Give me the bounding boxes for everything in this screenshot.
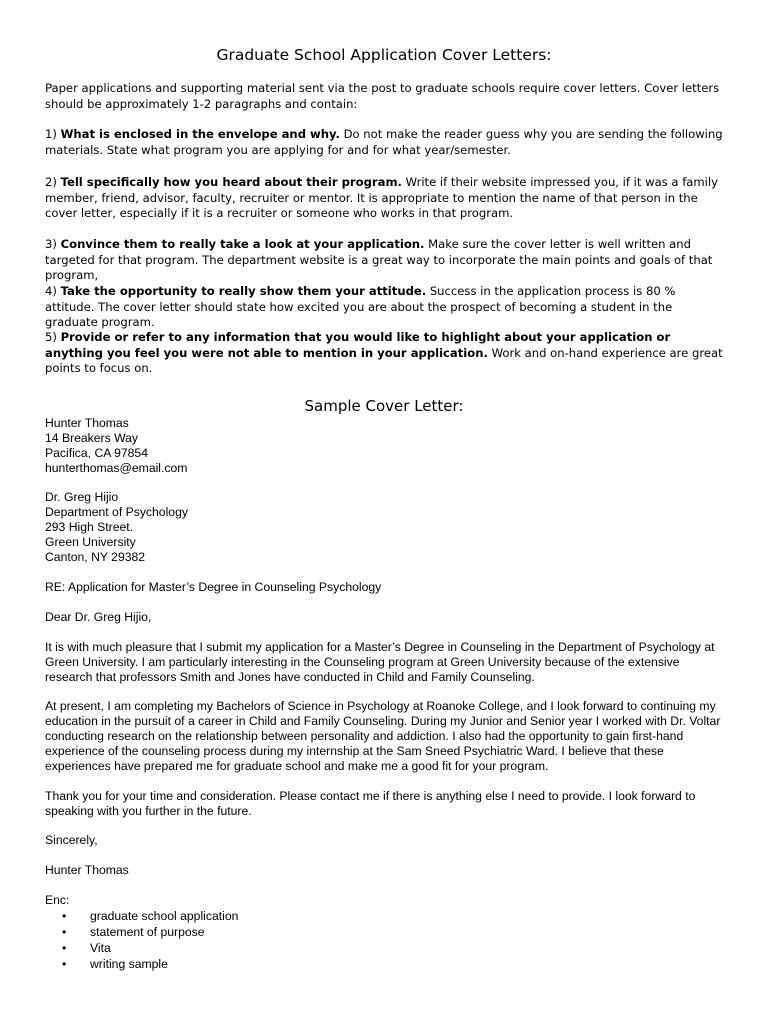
item-text: Success in the application process is 80 % attitude. The cover letter should state how excited you are about the prospect of becoming a student in the graduate program.: [45, 284, 676, 330]
bullet-icon: •: [62, 941, 67, 955]
guideline-item-1: [45, 127, 725, 158]
item-number: 2): [45, 175, 57, 189]
item-text: Write if their website impressed you, if it was a family member, friend, advisor, faculty, recruiter or mentor. It is appropriate to mention the name of that person in the cover letter, especially if it is a recruiter or someone who works in that program.: [45, 175, 718, 221]
item-heading: What is enclosed in the envelope and why.: [60, 127, 340, 141]
recipient-street: 293 High Street.: [45, 520, 134, 534]
letter-paragraph-2: At present, I am completing my Bachelors of Science in Psychology at Roanoke College, and I look forward to continuing my education in the pursuit of a career in Child and Family Counseling. During my Junior and Senior year I worked with Dr. Voltar conducting research on the relationship between personality and addiction. I also had the opportunity to gain first-hand experience of the counseling process during my internship at the Sam Sneed Psychiatric Ward. I believe that these experiences have prepared me for graduate school and make me a good fit for your program.: [45, 699, 721, 773]
sender-street: 14 Breakers Way: [45, 431, 139, 445]
item-heading: Take the opportunity to really show them your attitude.: [60, 284, 427, 298]
bullet-icon: •: [62, 957, 67, 971]
bullet-icon: •: [62, 909, 67, 923]
sender-name: Hunter Thomas: [45, 416, 129, 430]
salutation: Dear Dr. Greg Hijio,: [45, 610, 152, 624]
intro-paragraph: Paper applications and supporting material sent via the post to graduate schools require cover letters. Cover letters should be approximately 1-2 paragraphs and contain:: [45, 81, 720, 111]
page-title: Graduate School Application Cover Letters:: [216, 46, 552, 64]
item-text: Work and on-hand experience are great points to focus on.: [45, 345, 723, 376]
enclosure-text: graduate school application: [90, 909, 239, 923]
recipient-city: Canton, NY 29382: [45, 550, 146, 564]
list-item: [62, 908, 462, 924]
item-number: 5): [45, 330, 57, 344]
item-number: 1): [45, 127, 57, 141]
item-number: 4): [45, 284, 57, 298]
sender-city: Pacifica, CA 97854: [45, 446, 148, 460]
closing: Sincerely,: [45, 833, 98, 847]
sample-letter-title: Sample Cover Letter:: [304, 397, 464, 415]
enclosures-list: [62, 908, 462, 972]
enclosures-label: Enc:: [45, 893, 70, 907]
sender-address: [45, 416, 725, 476]
enclosure-text: writing sample: [90, 957, 168, 971]
guideline-item-2: [45, 175, 725, 222]
item-heading: Tell specifically how you heard about their program.: [60, 175, 402, 189]
recipient-name: Dr. Greg Hijio: [45, 490, 119, 504]
subject-line: RE: Application for Master’s Degree in Counseling Psychology: [45, 580, 382, 594]
bullet-icon: •: [62, 925, 67, 939]
list-item: [62, 924, 462, 940]
sender-email: hunterthomas@email.com: [45, 461, 188, 475]
item-heading: Provide or refer to any information that you would like to highlight about your application or anything you feel you were not able to mention in your application.: [45, 330, 671, 360]
list-item: [62, 940, 462, 956]
recipient-institution: Green University: [45, 535, 136, 549]
signature-name: Hunter Thomas: [45, 863, 129, 877]
recipient-department: Department of Psychology: [45, 505, 188, 519]
enclosure-text: Vita: [90, 941, 111, 955]
guideline-item-5: [45, 330, 725, 377]
list-item: [62, 956, 462, 972]
guideline-item-3: [45, 237, 725, 284]
guideline-item-4: [45, 284, 725, 331]
enclosure-text: statement of purpose: [90, 925, 205, 939]
letter-paragraph-1: It is with much pleasure that I submit my application for a Master’s Degree in Counseling in the Department of Psychology at Green University. I am particularly interesting in the Counseling program at Green University because of the extensive research that professors Smith and Jones have conducted in Child and Family Counseling.: [45, 640, 715, 684]
letter-paragraph-3: Thank you for your time and consideration. Please contact me if there is anything else I need to provide. I look forward to speaking with you further in the future.: [45, 789, 696, 818]
item-heading: Convince them to really take a look at your application.: [60, 237, 425, 251]
item-text: Do not make the reader guess why you are sending the following materials. State what program you are applying for and for what year/semester.: [45, 127, 723, 157]
item-number: 3): [45, 237, 57, 251]
item-text: Make sure the cover letter is well written and targeted for that program. The department website is a great way to incorporate the main points and goals of that program,: [45, 237, 713, 283]
recipient-address: [45, 490, 725, 565]
